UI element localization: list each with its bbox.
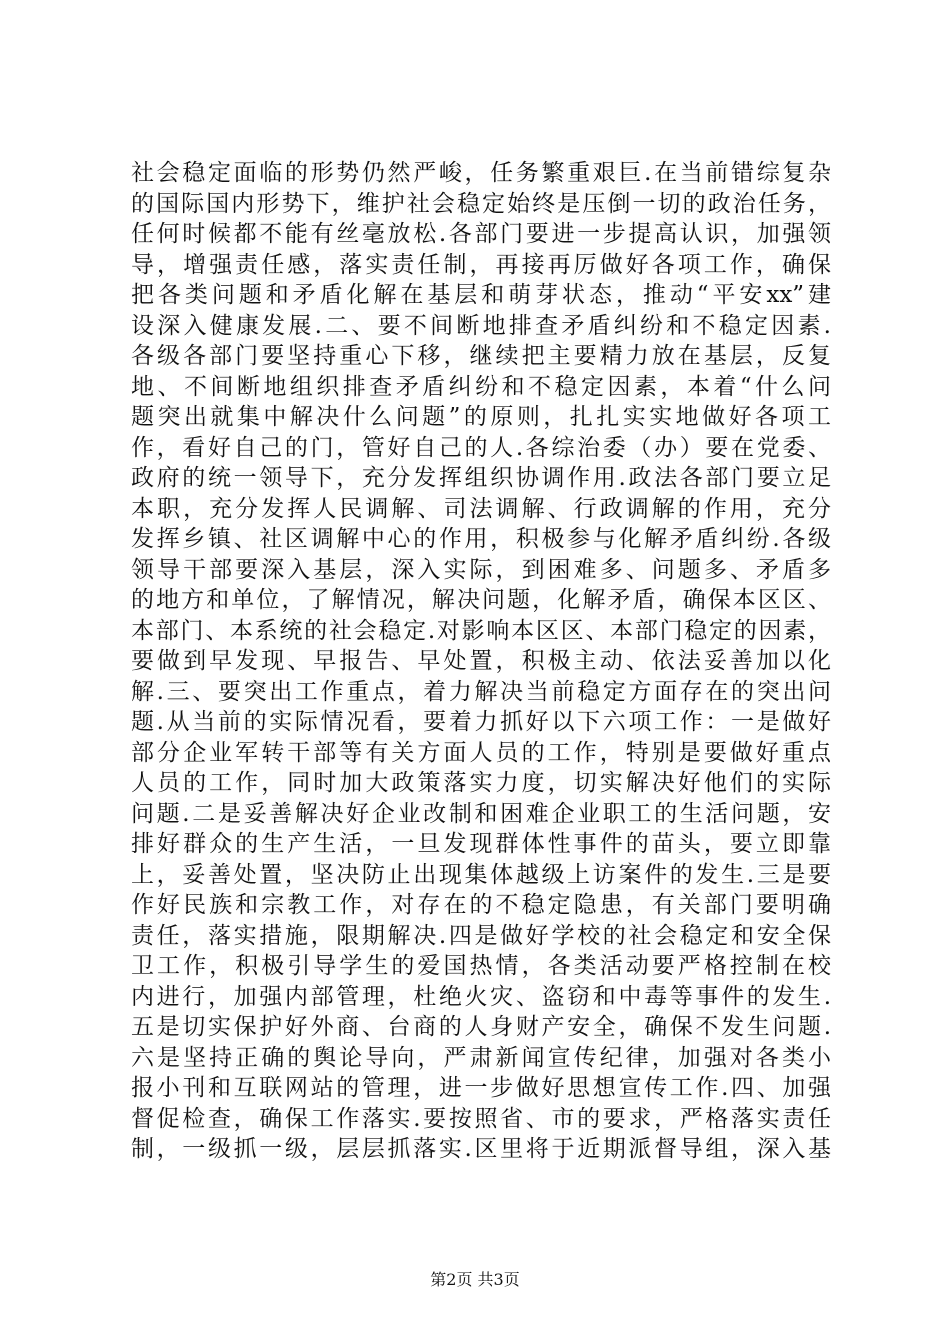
body-line: 督促检查，确保工作落实.要按照省、市的要求，严格落实责任 bbox=[131, 1105, 831, 1132]
body-line: 领导干部要深入基层，深入实际，到困难多、问题多、矛盾多 bbox=[131, 556, 831, 583]
body-line: 社会稳定面临的形势仍然严峻，任务繁重艰巨.在当前错综复杂 bbox=[131, 160, 831, 186]
body-line: 题.从当前的实际情况看，要着力抓好以下六项工作：一是做好 bbox=[131, 709, 831, 735]
body-line: 题突出就集中解决什么问题”的原则，扎扎实实地做好各项工 bbox=[131, 404, 831, 430]
body-line: 发挥乡镇、社区调解中心的作用，积极参与化解矛盾纠纷.各级 bbox=[131, 526, 831, 552]
body-line: 责任，落实措施，限期解决.四是做好学校的社会稳定和安全保 bbox=[131, 922, 831, 949]
body-line: 六是坚持正确的舆论导向，严肃新闻宣传纪律，加强对各类小 bbox=[131, 1044, 831, 1071]
body-line: 上，妥善处置，坚决防止出现集体越级上访案件的发生.三是要 bbox=[131, 861, 831, 888]
page-footer: 第2页 共3页 bbox=[430, 1270, 520, 1289]
body-line: 导，增强责任感，落实责任制，再接再厉做好各项工作，确保 bbox=[131, 251, 831, 278]
body-line: 政府的统一领导下，充分发挥组织协调作用.政法各部门要立足 bbox=[131, 465, 831, 491]
body-line: 的地方和单位，了解情况，解决问题，化解矛盾，确保本区区、 bbox=[131, 587, 831, 613]
body-line: 作，看好自己的门，管好自己的人.各综治委（办）要在党委、 bbox=[131, 434, 831, 461]
body-line: 各级各部门要坚持重心下移，继续把主要精力放在基层，反复 bbox=[131, 343, 831, 369]
body-line: 本职，充分发挥人民调解、司法调解、行政调解的作用，充分 bbox=[131, 495, 831, 522]
body-line: 本部门、本系统的社会稳定.对影响本区区、本部门稳定的因素， bbox=[131, 617, 831, 644]
body-line: 内进行，加强内部管理，杜绝火灾、盗窃和中毒等事件的发生. bbox=[131, 983, 831, 1010]
body-line: 解.三、要突出工作重点，着力解决当前稳定方面存在的突出问 bbox=[131, 678, 831, 705]
body-line: 报小刊和互联网站的管理，进一步做好思想宣传工作.四、加强 bbox=[131, 1075, 831, 1101]
body-line: 问题.二是妥善解决好企业改制和困难企业职工的生活问题，安 bbox=[131, 800, 831, 827]
body-line: 人员的工作，同时加大政策落实力度，切实解决好他们的实际 bbox=[131, 770, 831, 796]
body-line: 作好民族和宗教工作，对存在的不稳定隐患，有关部门要明确 bbox=[131, 892, 831, 918]
body-line: 卫工作，积极引导学生的爱国热情，各类活动要严格控制在校 bbox=[131, 953, 831, 979]
body-line: 的国际国内形势下，维护社会稳定始终是压倒一切的政治任务， bbox=[131, 190, 831, 217]
body-line: 部分企业军转干部等有关方面人员的工作，特别是要做好重点 bbox=[131, 739, 831, 766]
body-line: 五是切实保护好外商、台商的人身财产安全，确保不发生问题. bbox=[131, 1014, 831, 1040]
body-line: 把各类问题和矛盾化解在基层和萌芽状态，推动“平安xx”建 bbox=[131, 282, 831, 308]
body-line: 任何时候都不能有丝毫放松.各部门要进一步提高认识，加强领 bbox=[131, 221, 831, 247]
body-line: 地、不间断地组织排查矛盾纠纷和不稳定因素，本着“什么问 bbox=[131, 373, 831, 400]
body-text bbox=[131, 158, 831, 1165]
body-line: 设深入健康发展.二、要不间断地排查矛盾纠纷和不稳定因素. bbox=[131, 312, 831, 339]
body-line: 制，一级抓一级，层层抓落实.区里将于近期派督导组，深入基 bbox=[131, 1136, 831, 1162]
body-line: 要做到早发现、早报告、早处置，积极主动、依法妥善加以化 bbox=[131, 648, 831, 674]
body-line: 排好群众的生产生活，一旦发现群体性事件的苗头，要立即靠 bbox=[131, 831, 831, 857]
